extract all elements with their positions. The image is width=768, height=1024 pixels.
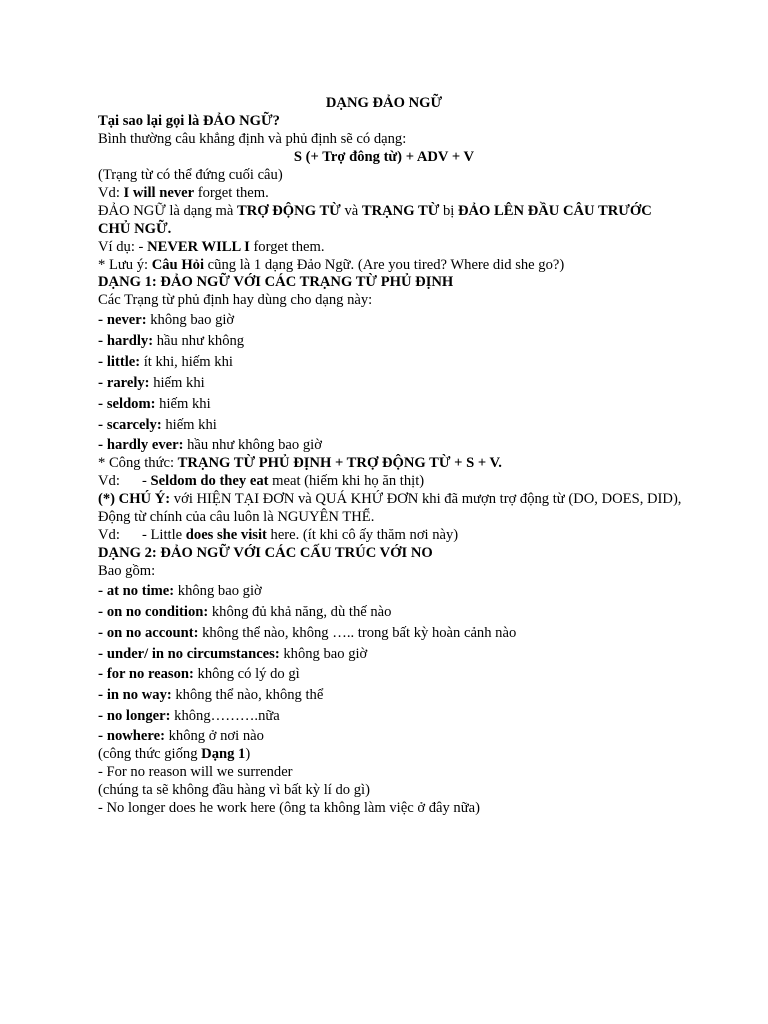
list-item: - no longer: không……….nữa xyxy=(98,707,280,724)
dang2-lead: Bao gồm: xyxy=(98,563,156,579)
dang2-example-1-translation: (chúng ta sẽ không đầu hàng vì bất kỳ lí do gì) xyxy=(98,782,370,798)
list-item: - under/ in no circumstances: không bao giờ xyxy=(98,645,368,662)
intro-formula: S (+ Trợ đông từ) + ADV + V xyxy=(293,149,475,165)
intro-line: Bình thường câu khẳng định và phủ định sẽ có dạng: xyxy=(98,131,407,147)
dang2-example-1: - For no reason will we surrender xyxy=(98,764,293,780)
dang1-note-cont: Động từ chính của câu luôn là NGUYÊN THỂ. xyxy=(98,509,375,525)
intro-note: (Trạng từ có thể đứng cuối câu) xyxy=(98,167,283,183)
dang1-formula: * Công thức: TRẠNG TỪ PHỦ ĐỊNH + TRỢ ĐỘNG TỪ + S + V. xyxy=(98,455,502,471)
list-item: - hardly: hầu như không xyxy=(98,332,245,349)
list-item: - hardly ever: hầu như không bao giờ xyxy=(98,436,322,453)
list-item: - on no account: không thể nào, không ….. trong bất kỳ hoàn cảnh nào xyxy=(98,624,517,641)
dang2-heading: DẠNG 2: ĐẢO NGỮ VỚI CÁC CẤU TRÚC VỚI NO xyxy=(98,545,433,561)
dang1-example: Vd: - Seldom do they eat meat (hiếm khi họ ăn thịt) xyxy=(98,473,425,489)
intro-example: Vd: I will never forget them. xyxy=(98,185,269,201)
dang1-note: (*) CHÚ Ý: với HIỆN TẠI ĐƠN và QUÁ KHỨ ĐƠN khi đã mượn trợ động từ (DO, DOES, DID), xyxy=(98,491,682,507)
intro-example-inverted: Ví dụ: - NEVER WILL I forget them. xyxy=(98,239,325,255)
list-item: - at no time: không bao giờ xyxy=(98,582,262,599)
list-item: - rarely: hiếm khi xyxy=(98,374,205,391)
dang1-heading: DẠNG 1: ĐẢO NGỮ VỚI CÁC TRẠNG TỪ PHỦ ĐỊNH xyxy=(98,274,454,290)
list-item: - seldom: hiếm khi xyxy=(98,395,211,412)
dang1-example-2: Vd: - Little does she visit here. (ít khi cô ấy thăm nơi này) xyxy=(98,527,459,543)
list-item: - little: ít khi, hiếm khi xyxy=(98,353,233,370)
document-title: DẠNG ĐẢO NGỮ xyxy=(325,95,443,111)
list-item: - on no condition: không đủ khả năng, dù thế nào xyxy=(98,603,392,620)
intro-definition: ĐẢO NGỮ là dạng mà TRỢ ĐỘNG TỪ và TRẠNG TỪ bị ĐẢO LÊN ĐẦU CÂU TRƯỚC xyxy=(98,203,652,219)
intro-luu-y: * Lưu ý: Câu Hỏi cũng là 1 dạng Đảo Ngữ. (Are you tired? Where did she go?) xyxy=(98,257,565,273)
dang2-same-formula: (công thức giống Dạng 1) xyxy=(98,746,251,762)
intro-definition-cont: CHỦ NGỮ. xyxy=(98,221,172,237)
list-item: - nowhere: không ở nơi nào xyxy=(98,727,264,744)
list-item: - for no reason: không có lý do gì xyxy=(98,665,300,682)
list-item: - in no way: không thể nào, không thể xyxy=(98,686,324,703)
dang2-example-2: - No longer does he work here (ông ta không làm việc ở đây nữa) xyxy=(98,800,480,816)
intro-heading: Tại sao lại gọi là ĐẢO NGỮ? xyxy=(98,113,280,129)
list-item: - scarcely: hiếm khi xyxy=(98,416,217,433)
list-item: - never: không bao giờ xyxy=(98,311,235,328)
dang1-lead: Các Trạng từ phủ định hay dùng cho dạng này: xyxy=(98,292,373,308)
